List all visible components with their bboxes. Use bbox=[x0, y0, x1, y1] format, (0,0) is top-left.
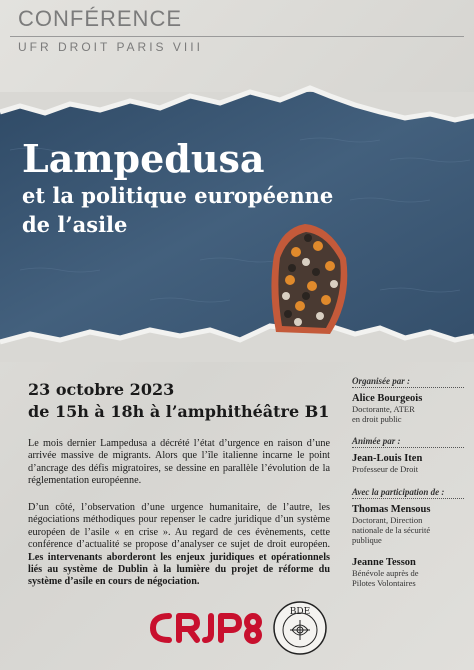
event-date: 23 octobre 2023 bbox=[28, 380, 175, 399]
description-text: D’un côté, l’observation d’une urgence humanitaire, de l’autre, les négociations méthodiques pour repenser le cadre juridique d’un système européen de l’asile « en crise ». Au regard de ces évènements, cette conférence d’actualité se propose d’analyser ce sujet de droit européen. bbox=[28, 502, 330, 551]
organizer-name: Alice Bourgeois bbox=[352, 393, 423, 404]
organizer-block bbox=[352, 376, 464, 424]
header bbox=[0, 0, 474, 60]
participation-label: Avec la participation de : bbox=[352, 487, 464, 499]
headline-title: Lampedusa bbox=[22, 136, 265, 181]
svg-text:BDE: BDE bbox=[289, 607, 311, 617]
moderator-block bbox=[352, 436, 464, 474]
participant2-name: Jeanne Tesson bbox=[352, 557, 416, 568]
headline-line3: de l’asile bbox=[22, 212, 128, 237]
participant2-desc-2: Pilotes Volontaires bbox=[352, 578, 416, 588]
headline-line2: et la politique européenne bbox=[22, 183, 334, 208]
participant1-desc-1: Doctorant, Direction bbox=[352, 515, 423, 525]
participants-block bbox=[352, 487, 464, 588]
participant1-name: Thomas Mensous bbox=[352, 504, 431, 515]
participant1-desc-2: nationale de la sécurité bbox=[352, 525, 431, 535]
description-paragraph-1: Le mois dernier Lampedusa a décrété l’état d’urgence en raison d’une arrivée massive de migrants. Alors que l’île italienne incarne le point d’ancrage des défis migratoires, se dessine en parallèle l’évolution de la réglementation européenne. bbox=[28, 438, 330, 487]
moderated-label: Animée par : bbox=[352, 436, 464, 448]
organized-label: Organisée par : bbox=[352, 376, 464, 388]
moderator-desc: Professeur de Droit bbox=[352, 464, 419, 474]
event-time: de 15h à 18h à l’amphithéâtre B1 bbox=[28, 402, 330, 421]
organizer-desc-2: en droit public bbox=[352, 414, 402, 424]
header-subtitle: UFR DROIT PARIS VIII bbox=[18, 40, 203, 54]
description-paragraph-2 bbox=[28, 502, 330, 589]
participant2-desc-1: Bénévole auprès de bbox=[352, 568, 419, 578]
participant1-desc-3: publique bbox=[352, 535, 382, 545]
bde-seal-logo bbox=[272, 600, 328, 656]
organizer-desc-1: Doctorante, ATER bbox=[352, 404, 415, 414]
description-highlight: Les intervenants aborderont les enjeux juridiques et opérationnels liés au système de Dublin à la lumière du projet de réforme du système d’asile en cours de négociation. bbox=[28, 551, 330, 588]
header-title: CONFÉRENCE bbox=[18, 6, 183, 31]
moderator-name: Jean-Louis Iten bbox=[352, 453, 423, 464]
crjp8-logo bbox=[147, 606, 265, 650]
header-divider bbox=[10, 36, 464, 37]
